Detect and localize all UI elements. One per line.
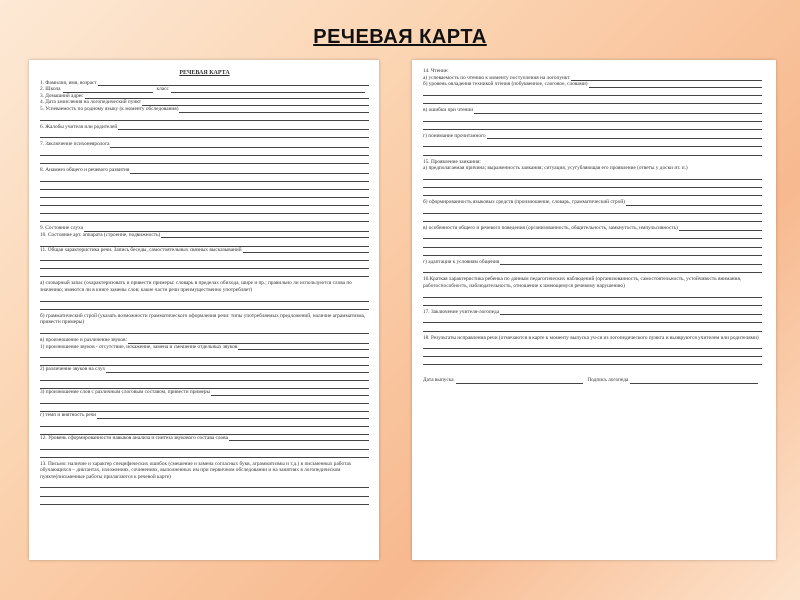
answer-line[interactable] [423, 96, 762, 104]
field-enrollment-date: 4. Дата зачисления на логопедический пункт [40, 99, 369, 106]
field-behavior: в) особенности общего и речевого поведения (организованность, общительность, замкнутость, импульсивность) [423, 225, 762, 232]
answer-line[interactable] [40, 148, 369, 156]
answer-line[interactable] [423, 214, 762, 222]
answer-line[interactable] [423, 147, 762, 155]
answer-line[interactable] [423, 357, 762, 365]
field-reading-progress: а) успеваемость по чтению к моменту поступления на логопункт [423, 75, 762, 82]
answer-line[interactable] [423, 180, 762, 188]
answer-line[interactable] [40, 156, 369, 164]
answer-line[interactable] [423, 114, 762, 122]
answer-line[interactable] [40, 198, 369, 206]
field-reading: 14. Чтение: [423, 68, 449, 74]
answer-line[interactable] [40, 396, 369, 404]
answer-line[interactable] [423, 265, 762, 273]
field-stuttering-cause: а) предполагаемая причина; выраженность заикания; ситуация, усугубляющая его проявление (ответы у доски ит. п.) [423, 165, 688, 172]
field-language-progress: 5. Успеваемость по родному языку (к моменту обследования) [40, 106, 369, 113]
answer-line[interactable] [40, 294, 369, 302]
field-reading-comprehension: г) понимание прочитанного [423, 133, 762, 140]
answer-line[interactable] [211, 390, 369, 396]
field-reading-technique: б) уровень овладения техникой чтения (побуквенное, слоговое, словами) [423, 81, 762, 88]
answer-line[interactable] [98, 80, 369, 86]
signature-label: Подпись логопеда [587, 377, 629, 384]
answer-line[interactable] [40, 497, 369, 505]
answer-line[interactable] [423, 188, 762, 196]
answer-line[interactable] [40, 214, 369, 222]
answer-line[interactable] [40, 450, 369, 458]
answer-line[interactable] [40, 238, 369, 246]
answer-line[interactable] [179, 107, 369, 113]
field-tempo: г) темп и внятность речи [40, 412, 369, 419]
signature-line[interactable] [630, 378, 758, 384]
answer-line[interactable] [423, 341, 762, 349]
answer-line[interactable] [474, 108, 762, 114]
field-pronunciation: в) произношение и различение звуков: [40, 337, 369, 344]
field-sound-production: 1) произношение звуков - отсутствие, искажение, замена и смешение отдельных звуков [40, 344, 369, 351]
answer-line[interactable] [423, 323, 762, 331]
answer-line[interactable] [423, 239, 762, 247]
answer-line[interactable] [40, 419, 369, 427]
answer-line[interactable] [571, 75, 762, 81]
answer-line[interactable] [40, 182, 369, 190]
answer-line[interactable] [40, 113, 369, 121]
answer-line[interactable] [40, 404, 369, 412]
field-anamnesis: 8. Анамнез общего и речевого развития [40, 167, 369, 174]
answer-line[interactable] [161, 232, 369, 238]
answer-line[interactable] [40, 174, 369, 182]
answer-line[interactable] [423, 206, 762, 214]
field-syllable-structure: 3) произношение слов с различным слоговым составом, привести примеры [40, 389, 369, 396]
field-language-means: б) сформированность языковых средств (произношение, словарь, грамматический строй) [423, 199, 762, 206]
answer-line[interactable] [626, 200, 762, 206]
answer-line[interactable] [40, 373, 369, 381]
speech-card-page-2 [412, 60, 776, 560]
slide-title: РЕЧЕВАЯ КАРТА [313, 26, 487, 48]
answer-line[interactable] [171, 87, 365, 93]
answer-line[interactable] [40, 441, 369, 449]
answer-line[interactable] [423, 315, 762, 323]
answer-line[interactable] [40, 302, 369, 310]
answer-line[interactable] [40, 480, 369, 488]
answer-line[interactable] [118, 124, 369, 130]
answer-line[interactable] [40, 427, 369, 435]
field-grammar: б) грамматический строй (указать возможности грамматического оформления речи: типы употребляемых предложений, наличие аграмматизма, привести примеры) [40, 312, 366, 326]
answer-line[interactable] [243, 247, 369, 253]
answer-line[interactable] [679, 225, 762, 231]
answer-line[interactable] [423, 139, 762, 147]
speech-card-page-1 [29, 60, 379, 560]
release-date-line[interactable] [456, 378, 584, 384]
answer-line[interactable] [423, 349, 762, 357]
field-sound-discrimination: 2) различение звуков на слух [40, 366, 369, 373]
answer-line[interactable] [130, 168, 369, 174]
answer-line[interactable] [229, 435, 369, 441]
field-characteristic: 16.Краткая характеристика ребенка по данным педагогических наблюдений (организованность, самостоятельность, устойчивость внимания, работоспособность, наблюдательность, отношение к имеющемуся речевому нарушению) [423, 276, 742, 289]
answer-line[interactable] [423, 290, 762, 298]
field-sound-analysis: 12. Уровень сформированности навыков анализа и синтеза звукового состава слова [40, 435, 369, 442]
release-date-label: Дата выпуска [423, 377, 454, 384]
answer-line[interactable] [40, 269, 369, 277]
field-hearing: 9. Состояние слуха [40, 225, 369, 232]
answer-line[interactable] [423, 122, 762, 130]
answer-line[interactable] [110, 142, 369, 148]
answer-line[interactable] [423, 172, 762, 180]
field-adaptation: г) адаптация к условиям общения [423, 259, 762, 266]
field-stuttering: 15. Проявление заикания: [423, 158, 481, 165]
field-address: 3. Домашний адрес [40, 93, 369, 100]
answer-line[interactable] [423, 231, 762, 239]
answer-line[interactable] [423, 248, 762, 256]
field-speech-general: 11. Общая характеристика речи. Запись беседы, самостоятельных связных высказываний [40, 247, 369, 254]
field-vocabulary: а) словарный запас (охарактеризовать и привести примеры: словарь в пределах обихода, шире и пр.; правильно ли используются слова по значению; имеются ли в книге замены слов; какие части речи преимущественно употребляет) [40, 280, 352, 294]
answer-line[interactable] [40, 190, 369, 198]
answer-line[interactable] [40, 350, 369, 358]
answer-line[interactable] [423, 298, 762, 306]
field-name-age: 1. Фамилия, имя, возраст [40, 80, 369, 87]
answer-line[interactable] [40, 326, 369, 334]
answer-line[interactable] [40, 130, 369, 138]
field-articulation: 10. Состояние арт. аппарата (строение, подвижность) [40, 232, 369, 239]
field-psychoneurologist: 7. Заключение психоневролога [40, 141, 369, 148]
answer-line[interactable] [40, 488, 369, 496]
answer-line[interactable] [40, 261, 369, 269]
answer-line[interactable] [106, 367, 369, 373]
answer-line[interactable] [487, 133, 762, 139]
answer-line[interactable] [40, 206, 369, 214]
answer-line[interactable] [40, 253, 369, 261]
field-complaints: 6. Жалобы учителя или родителей [40, 124, 369, 131]
field-school-class: 2. Школа класс [40, 86, 369, 93]
answer-line[interactable] [423, 88, 762, 96]
answer-line[interactable] [500, 259, 762, 265]
field-reading-errors: в) ошибки при чтении [423, 107, 762, 114]
signature-row [423, 377, 762, 384]
document-title: РЕЧЕВАЯ КАРТА [179, 70, 230, 76]
answer-line[interactable] [500, 309, 762, 315]
field-results: 18. Результаты исправления речи (отмечаются в карте к моменту выпуска уч-ся из логопедического пункта и вызвруются учителем или родителями) [423, 334, 759, 341]
answer-line[interactable] [589, 82, 762, 88]
answer-line[interactable] [238, 344, 369, 350]
answer-line[interactable] [97, 413, 369, 419]
field-writing: 13. Письмо: наличие и характер специфических ошибок (смешение и замена согласных букв, аграмматизмы и т.д.) в письменных работах обучающихся – диктантах, изложениях, сочинениях, выполненных им при первичном обследовании и на занятиях в логопедическом пункте(письменные работы прилагаются к речевой карте) [40, 460, 352, 480]
field-logopedist-conclusion: 17. Заключение учителя-логопеда [423, 309, 762, 316]
